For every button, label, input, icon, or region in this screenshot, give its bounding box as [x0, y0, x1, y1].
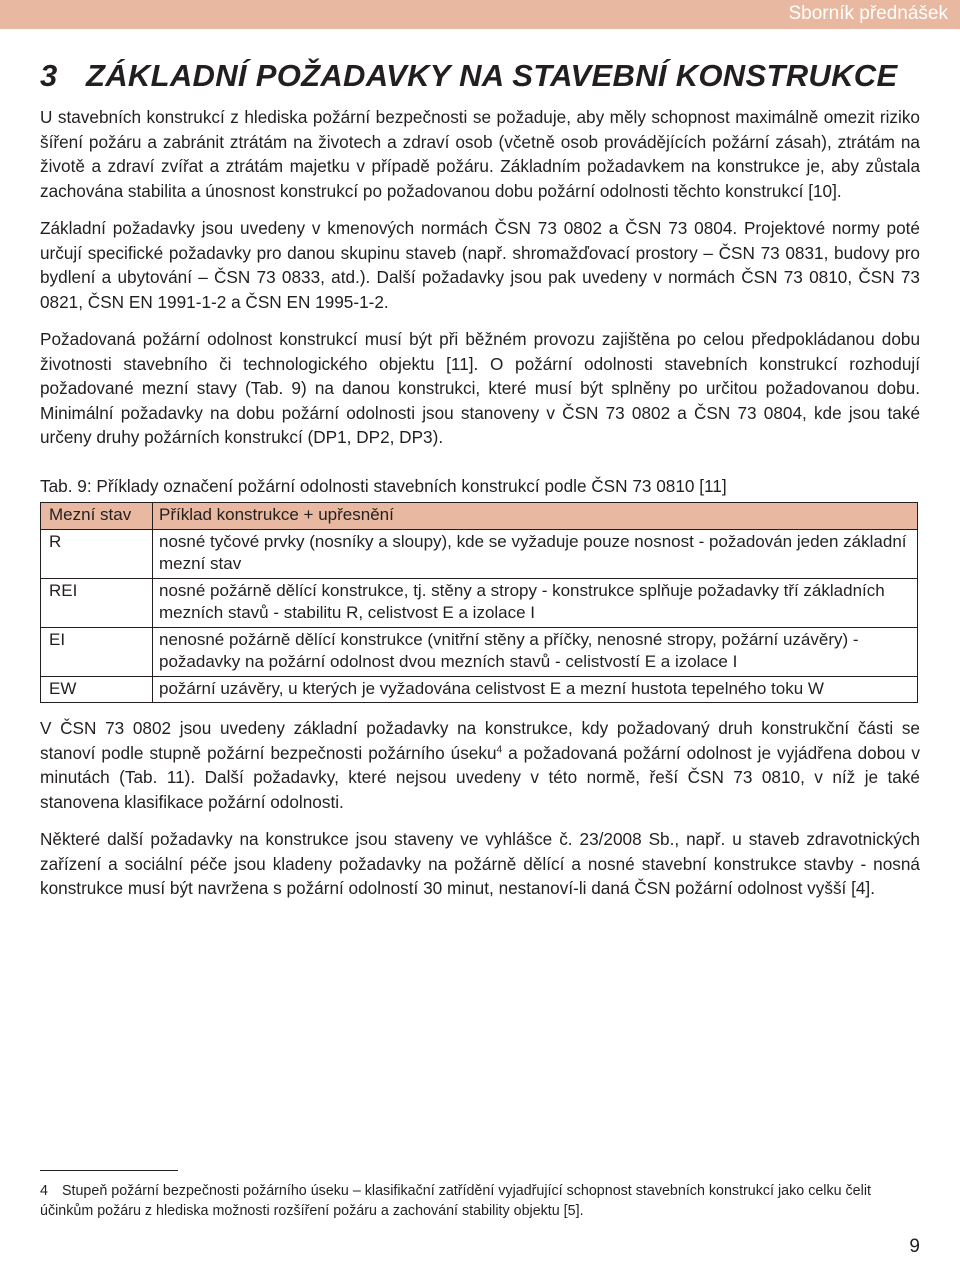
section-number: 3 — [40, 58, 58, 93]
footnote-number: 4 — [40, 1183, 48, 1199]
intro-text-block — [40, 105, 920, 463]
paragraph-4 — [40, 716, 920, 814]
table-cell-code: EW — [41, 676, 153, 703]
table-cell-description: nosné požárně dělící konstrukce, tj. stěny a stropy - konstrukce splňuje požadavky tří základních mezních stavů - stabilitu R, celistvost E a izolace I — [153, 578, 918, 627]
footnote-divider — [40, 1170, 178, 1171]
table-header-example: Příklad konstrukce + upřesnění — [153, 503, 918, 530]
paragraph-4-part-2: a požadovaná požární odolnost je vyjádřena dobou v minutách (Tab. 11). Další požadavky, které nejsou uvedeny v této normě, řeší ČSN 73 0810, v níž je také stanovena klasifikace požární odolnosti. — [40, 742, 920, 812]
table-row — [41, 627, 918, 676]
after-table-text-block — [40, 716, 920, 914]
footnote — [40, 1181, 920, 1221]
table-cell-code: REI — [41, 578, 153, 627]
table-cell-code: EI — [41, 627, 153, 676]
table-header-limit-state: Mezní stav — [41, 503, 153, 530]
table-caption: Tab. 9: Příklady označení požární odolnosti stavebních konstrukcí podle ČSN 73 0810 [11] — [40, 476, 727, 496]
limit-states-table — [40, 502, 918, 703]
running-header-title: Sborník přednášek — [788, 3, 948, 24]
table-cell-code: R — [41, 529, 153, 578]
table-row — [41, 529, 918, 578]
page-number: 9 — [909, 1236, 920, 1257]
footnote-reference: 4 — [496, 743, 503, 755]
table-row — [41, 676, 918, 703]
paragraph-3: Požadovaná požární odolnost konstrukcí musí být při běžném provozu zajištěna po celou předpokládanou dobu životnosti stavebního či technologického objektu [11]. O požární odolnosti stavebních konstrukcí rozhodují požadované mezní stavy (Tab. 9) na danou konstrukci, které musí být splněny po určitou požadovanou dobu. Minimální požadavky na dobu požární odolnosti jsou stanoveny v ČSN 73 0802 a ČSN 73 0804, kde jsou také určeny druhy požárních konstrukcí (DP1, DP2, DP3). — [40, 329, 920, 447]
table-cell-description: nosné tyčové prvky (nosníky a sloupy), kde se vyžaduje pouze nosnost - požadován jeden základní mezní stav — [153, 529, 918, 578]
section-title: ZÁKLADNÍ POŽADAVKY NA STAVEBNÍ KONSTRUKCE — [86, 58, 898, 93]
paragraph-5: Některé další požadavky na konstrukce jsou staveny ve vyhlášce č. 23/2008 Sb., např. u staveb zdravotnických zařízení a sociální péče jsou kladeny požadavky na požárně dělící a nosné stavební konstrukce stavby - nosná konstrukce musí být navržena s požární odolností 30 minut, nestanoví-li daná ČSN požární odolnost vyšší [4]. — [40, 829, 920, 898]
header-band — [0, 0, 960, 29]
table-row — [41, 578, 918, 627]
table-cell-description: požární uzávěry, u kterých je vyžadována celistvost E a mezní hustota tepelného toku W — [153, 676, 918, 703]
section-heading — [40, 58, 897, 94]
paragraph-4-part-1: V ČSN 73 0802 jsou uvedeny základní požadavky na konstrukce, kdy požadovaný druh konstrukční části se stanoví podle stupně požární bezpečnosti požárního úseku — [40, 718, 920, 763]
paragraph-1: U stavebních konstrukcí z hlediska požární bezpečnosti se požaduje, aby měly schopnost maximálně omezit riziko šíření požáru a zabránit ztrátám na životech a zdraví osob (včetně osob provádějících požární zásah), ztrátám na životě a zdraví zvířat a ztrátám majetku v případě požáru. Základním požadavkem na konstrukce je, aby zůstala zachována stabilita a únosnost konstrukcí po požadovanou dobu požární odolnosti těchto konstrukcí [10]. — [40, 107, 920, 201]
table-header-row — [41, 503, 918, 530]
table-cell-description: nenosné požárně dělící konstrukce (vnitřní stěny a příčky, nenosné stropy, požární uzávěry) - požadavky na požární odolnost dvou mezních stavů - celistvostí E a izolace I — [153, 627, 918, 676]
paragraph-2: Základní požadavky jsou uvedeny v kmenových normách ČSN 73 0802 a ČSN 73 0804. Projektové normy poté určují specifické požadavky pro danou skupinu staveb (např. shromažďovací prostory – ČSN 73 0831, budovy pro bydlení a ubytování – ČSN 73 0833, atd.). Další požadavky jsou pak uvedeny v normách ČSN 73 0810, ČSN 73 0821, ČSN EN 1991-1-2 a ČSN EN 1995-1-2. — [40, 218, 920, 312]
footnote-text: Stupeň požární bezpečnosti požárního úseku – klasifikační zatřídění vyjadřující schopnost stavebních konstrukcí jako celku čelit účinkům požáru z hlediska možnosti rozšíření požáru a zachování stability objektu [5]. — [40, 1183, 871, 1219]
